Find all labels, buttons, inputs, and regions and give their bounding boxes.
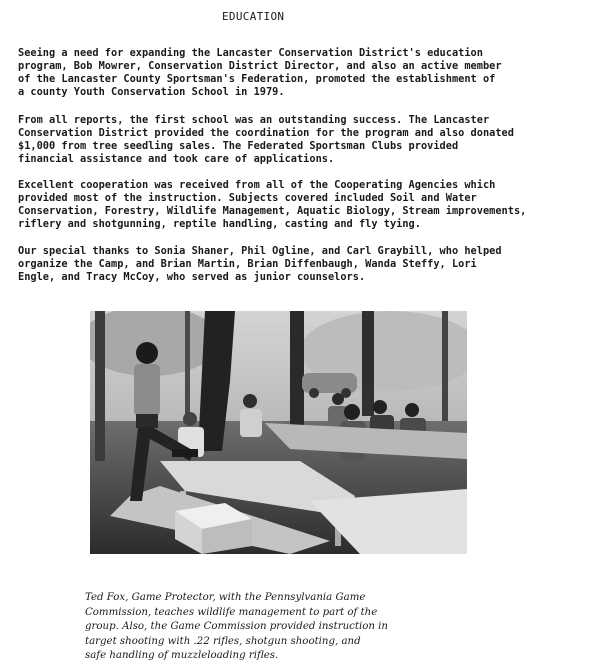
paragraph-intro: Seeing a need for expanding the Lancaster Conservation District's education program, Bob Mowrer, Conservation District Director, and also an active member of the Lancaster County Sportsman's Federation, promoted the establishment of a county Youth Conservation School in 1979.	[18, 47, 502, 98]
page-heading: EDUCATION	[222, 10, 285, 23]
photo-caption: Ted Fox, Game Protector, with the Pennsylvania Game Commission, teaches wildlife management to part of the group. Also, the Game Commission provided instruction in target shooting with .22 rifles, shotgun shooting, and safe handling of muzzleloading rifles.	[85, 592, 388, 661]
paragraph-thanks: Our special thanks to Sonia Shaner, Phil Ogline, and Carl Graybill, who helped organize the Camp, and Brian Martin, Brian Diffenbaugh, Wanda Steffy, Lori Engle, and Tracy McCoy, who served as junior counselors.	[18, 245, 502, 283]
paragraph-cooperation: Excellent cooperation was received from all of the Cooperating Agencies which provided most of the instruction. Subjects covered included Soil and Water Conservation, Forestry, Wildlife Management, Aquatic Biology, Stream improvements, riflery and shotgunning, reptile handling, casting and fly tying.	[18, 179, 527, 230]
classroom-photo	[90, 311, 467, 554]
paragraph-success: From all reports, the first school was an outstanding success. The Lancaster Conservation District provided the coordination for the program and also donated $1,000 from tree seedling sales. The Federated Sportsman Clubs provided financial assistance and took care of applications.	[18, 114, 514, 165]
